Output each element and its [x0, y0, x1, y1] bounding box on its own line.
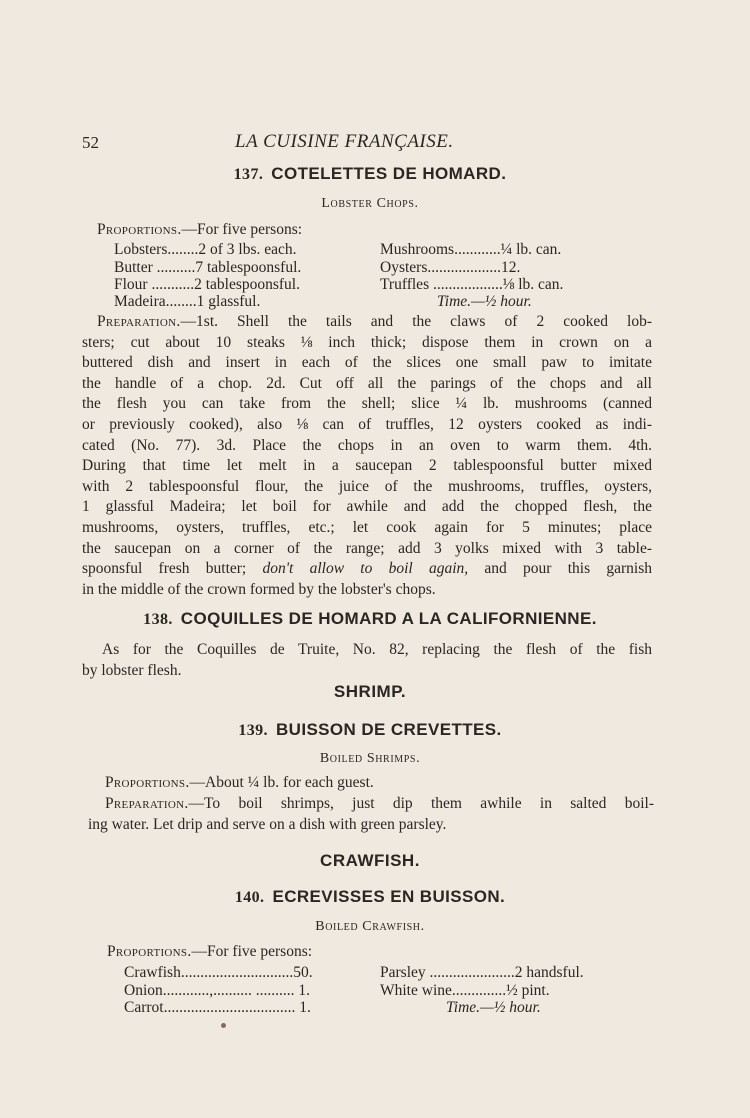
preparation-line: the handle of a chop. 2d. Cut off all the parings of the chops and all	[82, 374, 652, 392]
recipe-137-heading	[80, 164, 660, 184]
recipe-number: 137.	[233, 166, 264, 183]
proportions-label: Proportions.	[105, 774, 190, 791]
recipe-140-heading	[80, 887, 660, 907]
preparation-line: mushrooms, oysters, truffles, etc.; let cook again for 5 minutes; place	[82, 518, 652, 536]
cooking-time: Time.—½ hour.	[446, 999, 541, 1016]
cooking-time: Time.—½ hour.	[437, 293, 532, 310]
proportions-text: —For five persons:	[191, 943, 313, 960]
preparation-line: or previously cooked), also ⅛ can of truffles, 12 oysters cooked as indi-	[82, 415, 652, 433]
preparation-line: the saucepan on a corner of the range; add 3 yolks mixed with 3 table-	[82, 539, 652, 557]
ingredient-right: Truffles ..................⅛ lb. can.	[380, 276, 564, 293]
ingredient-right: White wine..............½ pint.	[380, 982, 550, 999]
ingredient-left: Flour ...........2 tablespoonsful.	[114, 276, 300, 293]
text-line: by lobster flesh.	[82, 661, 182, 679]
recipe-title: BUISSON DE CREVETTES.	[275, 720, 502, 739]
recipe-139-preparation	[88, 794, 654, 835]
recipe-139-heading	[80, 720, 660, 740]
preparation-line: Preparation.—To boil shrimps, just dip them awhile in salted boil-	[105, 795, 654, 812]
preparation-line: 1 glassful Madeira; let boil for awhile and add the chopped flesh, the	[82, 498, 652, 516]
preparation-line: buttered dish and insert in each of the slices one small paw to imitate	[82, 354, 652, 372]
ink-spot	[221, 1023, 226, 1028]
preparation-line: with 2 tablespoonsful flour, the juice of the mushrooms, truffles, oysters,	[82, 477, 652, 495]
preparation-label: Preparation.	[105, 795, 189, 812]
preparation-line: spoonsful fresh butter; don't allow to boil again, and pour this garnish	[82, 560, 652, 578]
ingredient-left: Crawfish.............................50.	[124, 964, 313, 981]
recipe-140-subtitle: Boiled Crawfish.	[315, 919, 425, 934]
ingredient-left: Butter ..........7 tablespoonsful.	[114, 259, 302, 276]
preparation-line: sters; cut about 10 steaks ⅛ inch thick; dispose them in crown on a	[82, 333, 652, 351]
preparation-line: ing water. Let drip and serve on a dish with green parsley.	[88, 815, 447, 833]
recipe-number: 140.	[234, 889, 265, 906]
text-line: As for the Coquilles de Truite, No. 82, replacing the flesh of the fish	[102, 641, 652, 658]
recipe-title: COTELETTES DE HOMARD.	[271, 164, 507, 183]
preparation-label: Preparation.	[97, 313, 181, 330]
recipe-title: ECREVISSES EN BUISSON.	[272, 887, 506, 906]
recipe-140-proportions	[107, 942, 312, 963]
running-title: LA CUISINE FRANÇAISE.	[235, 131, 454, 152]
ingredient-left: Madeira........1 glassful.	[114, 293, 261, 310]
ingredient-left: Carrot.................................. 1.	[124, 999, 311, 1016]
preparation-line: Preparation.—1st. Shell the tails and the claws of 2 cooked lob-	[97, 313, 652, 330]
proportions-label: Proportions.	[107, 943, 192, 960]
preparation-line: cated (No. 77). 3d. Place the chops in an oven to warm them. 4th.	[82, 436, 652, 454]
ingredient-left: Lobsters........2 of 3 lbs. each.	[114, 241, 297, 258]
recipe-138-heading	[80, 609, 660, 629]
proportions-text: —About ¼ lb. for each guest.	[189, 774, 374, 791]
running-header	[82, 131, 644, 155]
recipe-number: 139.	[238, 722, 268, 739]
recipe-137-preparation	[82, 312, 652, 600]
recipe-138-text	[82, 640, 652, 681]
preparation-line: During that time let melt in a saucepan 2 tablespoonsful butter mixed	[82, 457, 652, 475]
recipe-title: COQUILLES DE HOMARD A LA CALIFORNIENNE.	[180, 609, 597, 628]
recipe-137-proportions	[97, 220, 302, 241]
recipe-137-subtitle: Lobster Chops.	[321, 196, 419, 211]
section-heading-shrimp: SHRIMP.	[333, 682, 407, 701]
ingredient-left: Onion............,.......... .......... 1.	[124, 982, 310, 999]
recipe-number: 138.	[143, 611, 173, 628]
recipe-139-proportions	[105, 773, 374, 794]
ingredient-right: Parsley ......................2 handsful.	[380, 964, 584, 981]
ingredient-right: Oysters...................12.	[380, 259, 521, 276]
ingredient-right: Mushrooms............¼ lb. can.	[380, 241, 562, 258]
page-number: 52	[82, 133, 99, 152]
recipe-139-subtitle: Boiled Shrimps.	[319, 751, 421, 766]
proportions-label: Proportions.	[97, 221, 182, 238]
section-heading-crawfish: CRAWFISH.	[320, 851, 420, 870]
preparation-line: the flesh you can take from the shell; slice ¼ lb. mushrooms (canned	[82, 395, 652, 413]
preparation-line: in the middle of the crown formed by the lobster's chops.	[82, 580, 436, 598]
proportions-text: —For five persons:	[181, 221, 303, 238]
